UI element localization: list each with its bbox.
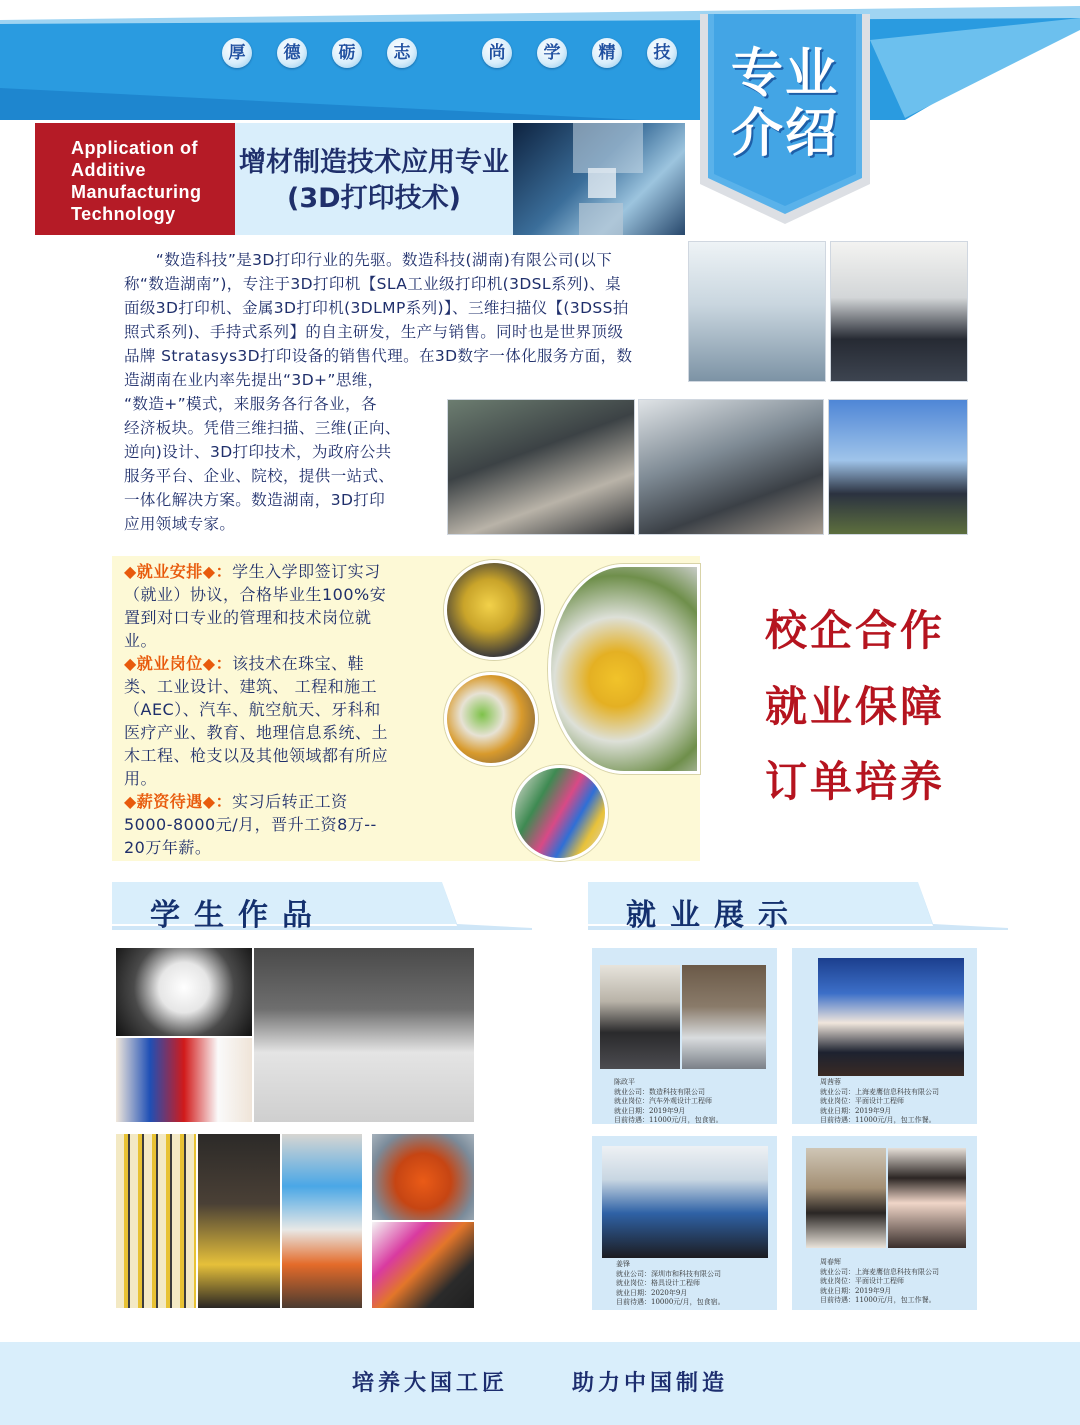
employment-card — [592, 1136, 777, 1310]
intro-paragraph-narrow — [124, 392, 444, 536]
employment-card — [792, 1136, 977, 1310]
classroom-photo — [688, 241, 826, 382]
intro-line: 面级3D打印机、金属3D打印机(3DLMP系列)】、三维扫描仪【(3DSS拍 — [124, 299, 629, 317]
major-title-line: (3D打印技术) — [287, 183, 461, 214]
employment-line: 20万年薪。 — [124, 838, 212, 857]
motto-char: 志 — [387, 38, 417, 68]
employment-line: 木工程、枪支以及其他领域都有所应 — [124, 746, 389, 765]
caption-line: 就业岗位：平面设计工程师 — [820, 1277, 904, 1285]
employment-line: 置到对口专业的管理和技术岗位就 — [124, 608, 372, 627]
tool-models-photo — [198, 1134, 280, 1308]
robot-car-photo — [282, 1134, 362, 1308]
flutes-photo — [116, 1134, 196, 1308]
colorful-prints-photo — [372, 1222, 474, 1308]
caption-line: 就业岗位：汽车外观设计工程师 — [614, 1097, 712, 1105]
deer-model-photo — [548, 564, 700, 774]
card-caption — [820, 1258, 939, 1306]
intro-line: 逆向)设计、3D打印技术，为政府公共 — [124, 443, 392, 461]
motto-char: 学 — [537, 38, 567, 68]
workshop-photo-1 — [447, 399, 635, 535]
lattice-sculpture-photo — [116, 948, 252, 1036]
animal-models-photo — [116, 1038, 252, 1122]
dinosaur-skeleton-photo — [254, 948, 474, 1122]
caption-line: 就业公司：上海麦鹰信息科技有限公司 — [820, 1267, 939, 1276]
motto-char: 尚 — [482, 38, 512, 68]
employment-card — [592, 948, 777, 1124]
employment-line: 用。 — [124, 769, 158, 788]
selfie-photo — [888, 1148, 966, 1248]
caption-line: 就业日期：2020年9月 — [616, 1288, 688, 1297]
showcase-section-title: 就业展示 — [626, 898, 802, 933]
employment-line: 5000-8000元/月，晋升工资8万-- — [124, 815, 377, 834]
motto-char: 厚 — [222, 38, 252, 68]
footer-band — [0, 1342, 1080, 1425]
intro-line: 一体化解决方案。数造湖南，3D打印 — [124, 491, 386, 509]
caption-line: 就业日期：2019年9月 — [614, 1106, 686, 1115]
employment-line: 该技术在珠宝、鞋 — [232, 654, 365, 673]
employment-line: 业。 — [124, 631, 158, 650]
excavator-model-photo — [444, 560, 544, 660]
caption-line: 目前待遇：10000元/月，包食宿。 — [616, 1298, 725, 1306]
footer-slogan-right: 助力中国制造 — [572, 1371, 729, 1396]
graduate-name: 周茜蓉 — [820, 1078, 841, 1086]
caption-line: 目前待遇：11000元/月，包工作餐。 — [820, 1296, 936, 1304]
english-title — [35, 123, 235, 235]
graduate-photo — [600, 965, 680, 1069]
motto — [222, 38, 702, 68]
employment-line: 医疗产业、教育、地理信息系统、土 — [124, 723, 389, 742]
card-caption — [616, 1260, 725, 1308]
employment-line: （就业）协议，合格毕业生100%安 — [124, 585, 387, 604]
caption-line: 就业日期：2019年9月 — [820, 1106, 892, 1115]
caption-line: 就业日期：2019年9月 — [820, 1286, 892, 1295]
intro-line: 造湖南在业内率先提出“3D+”思维， — [124, 371, 384, 389]
ribbon-line: 专业 — [730, 44, 839, 104]
workshop-photo-2 — [638, 399, 824, 535]
english-title-line: Manufacturing — [71, 182, 202, 202]
outdoor-event-photo — [828, 399, 968, 535]
motto-char: 技 — [647, 38, 677, 68]
shoe-model-photo — [372, 1134, 474, 1220]
lab-work-photo — [602, 1146, 768, 1258]
caption-line: 就业岗位：平面设计工程师 — [820, 1097, 904, 1105]
employment-line: （AEC）、汽车、航空航天、牙科和 — [124, 700, 381, 719]
motto-char: 精 — [592, 38, 622, 68]
intro-line: “数造+”模式，来服务各行各业，各 — [124, 395, 377, 413]
caption-line: 就业公司：上海麦鹰信息科技有限公司 — [820, 1087, 939, 1096]
employment-card — [792, 948, 977, 1124]
card-caption — [614, 1078, 723, 1126]
english-title-line: Technology — [71, 204, 176, 224]
caption-line: 就业公司：数造科技有限公司 — [614, 1087, 705, 1096]
caption-line: 就业岗位：格具设计工程师 — [616, 1279, 700, 1287]
employment-line: 实习后转正工资 — [232, 792, 348, 811]
intro-line: 品牌 Stratasys3D打印设备的销售代理。在3D数字一体化服务方面，数 — [124, 347, 633, 365]
motto-char: 砺 — [332, 38, 362, 68]
intro-line: 应用领域专家。 — [124, 515, 236, 533]
english-title-line: Application of — [71, 138, 198, 158]
salary-heading: ◆薪资待遇◆： — [124, 792, 233, 811]
slogan: 订单培养 — [765, 757, 946, 806]
intro-line: 经济板块。凭借三维扫描、三维(正向、 — [124, 419, 401, 437]
employment-text — [124, 560, 432, 859]
major-title-line: 增材制造技术应用专业 — [239, 147, 509, 178]
graduate-name: 姜锋 — [616, 1260, 630, 1268]
caption-line: 目前待遇：11000元/月，包食宿。 — [614, 1116, 723, 1124]
slogan: 校企合作 — [765, 606, 946, 655]
motto-char: 德 — [277, 38, 307, 68]
intro-paragraph-wide — [124, 248, 684, 392]
intro-line: 称“数造湖南”)，专注于3D打印机【SLA工业级打印机(3DSL系列)、桌 — [124, 275, 622, 293]
english-title-line: Additive — [71, 160, 147, 180]
caption-line: 就业公司：深圳市和科技有限公司 — [616, 1269, 721, 1278]
footer-slogan-left: 培养大国工匠 — [352, 1371, 509, 1396]
works-section-title: 学生作品 — [150, 898, 326, 933]
employment-line: 学生入学即签订实习 — [232, 562, 381, 581]
ribbon-line: 介绍 — [730, 104, 839, 164]
intro-line: 照式系列)、手持式系列】的自主研发，生产与销售。同时也是世界顶级 — [124, 323, 624, 341]
students-portrait-photo — [830, 241, 968, 382]
card-caption — [820, 1078, 939, 1126]
caption-line: 目前待遇：11000元/月，包工作餐。 — [820, 1116, 936, 1124]
printer-photo — [513, 123, 685, 235]
pens-photo — [512, 765, 608, 861]
workplace-photo — [682, 965, 766, 1069]
intro-line: “数造科技”是3D打印行业的先驱。数造科技(湖南)有限公司(以下 — [124, 251, 613, 269]
employment-line: 类、工业设计、建筑、 工程和施工 — [124, 677, 378, 696]
graduate-name: 陈政平 — [614, 1078, 635, 1086]
intro-line: 服务平台、企业、院校，提供一站式、 — [124, 467, 395, 485]
office-photo — [806, 1148, 886, 1248]
award-photo — [818, 958, 964, 1076]
major-title — [235, 123, 513, 235]
slogan: 就业保障 — [765, 682, 946, 731]
arrangement-heading: ◆就业安排◆： — [124, 562, 233, 581]
graduate-name: 周春辉 — [820, 1258, 841, 1266]
models-photo — [444, 672, 538, 766]
ribbon-title — [700, 44, 870, 164]
positions-heading: ◆就业岗位◆： — [124, 654, 233, 673]
